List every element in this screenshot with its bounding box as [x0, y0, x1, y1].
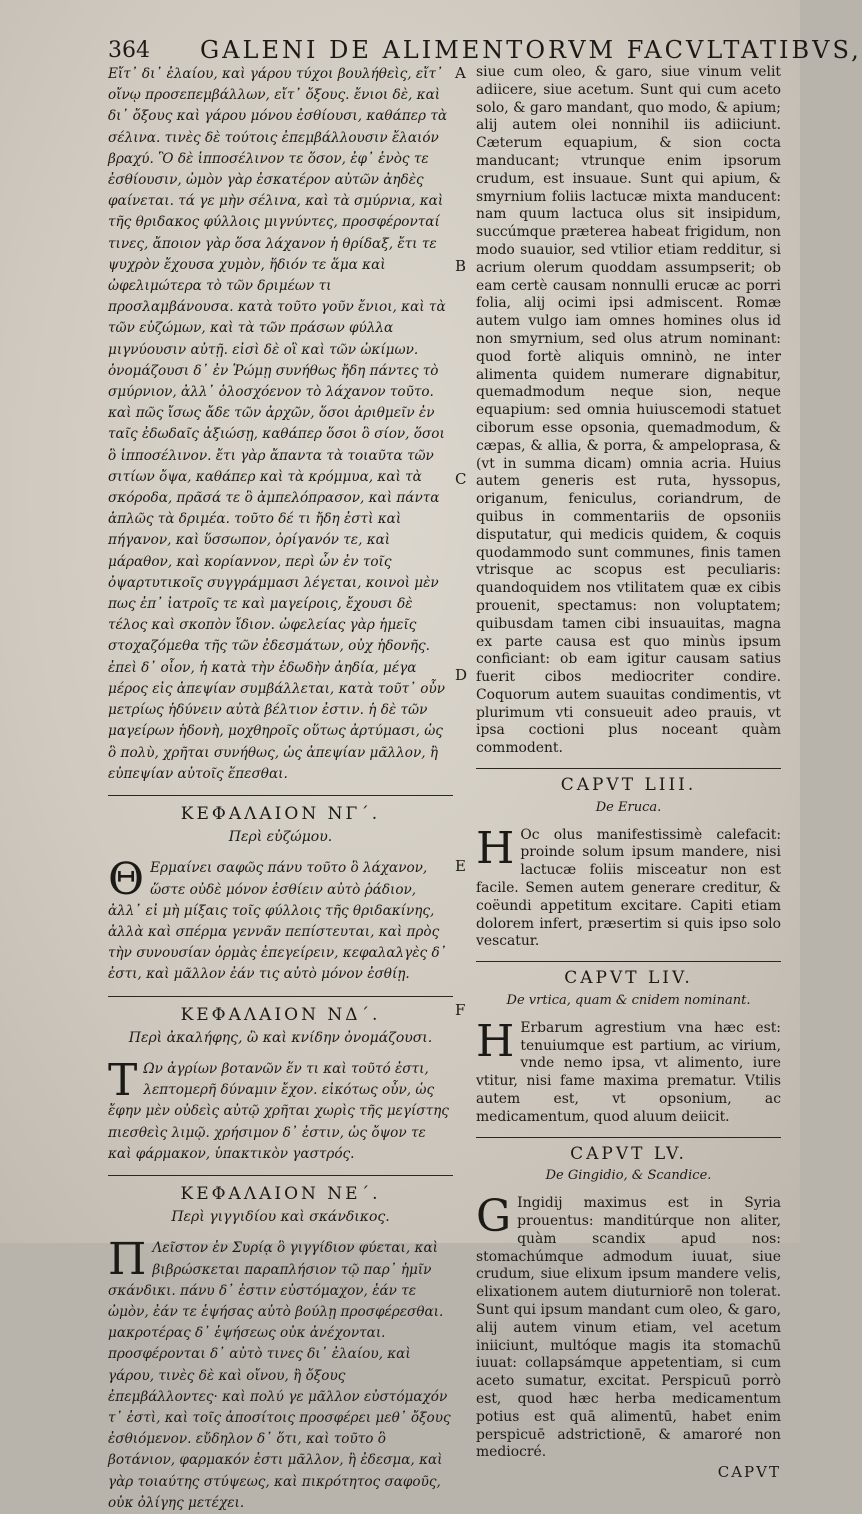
dropcap: G — [476, 1191, 512, 1243]
running-head: GALENI DE ALIMENTORVM FACVLTATIBVS, — [200, 36, 862, 64]
greek-chapter-54-heading: ΚΕΦΑΛΑΙΟΝ ΝΔ΄. — [180, 1004, 381, 1025]
section-rule — [108, 996, 453, 997]
latin-chapter-54-text — [476, 1015, 781, 1127]
dropcap: H — [476, 822, 515, 874]
dropcap: Π — [108, 1234, 147, 1286]
latin-chapter-55-subtitle: De Gingidio, & Scandice. — [545, 1168, 712, 1184]
latin-chapter-53-body: Oc olus manifestissimè calefacit: proinde solum ipsum mandere, nisi lactucæ foliis misceatur non est facile. Semen autem generare creditur, & coëundi appetitum excitare. Capiti etiam dolorem infert, præsertim si quis ipso solo vescatur. — [476, 826, 781, 950]
latin-chapter-55-text — [476, 1191, 781, 1462]
latin-chapter-55-body: Ingidij maximus est in Syria prouentus: manditúrque non aliter, quàm scandix apud nos: stomachúmque admodum iuuat, siue crudum, siue elixum ipsum mandere velis, elixationem autem diuturniorē non tolerat. Sunt qui ipsum mandant cum oleo, & garo, alij autem vinum etiam, vel acetum iniiciunt, multóque magis ita stomachū iuuat: collapsámque appetentiam, si cum aceto sumatur, excitat. Perspicuū porrò est, quod hæc herba medicamentum potius est quā alimentū, habet enim perspicuē adstrictionē, & amaroré non mediocré. — [476, 1195, 781, 1461]
margin-letter-a: A — [455, 64, 466, 82]
greek-chapter-54-subtitle: Περὶ ἀκαλήφης, ὣ καὶ κνίδην ὀνομάζουσι. — [128, 1029, 433, 1046]
latin-chapter-53-text — [476, 822, 781, 952]
margin-letters — [455, 0, 475, 1243]
margin-letter-c: C — [455, 470, 467, 488]
latin-chapter-54-subtitle: De vrtica, quam & cnidem nominant. — [506, 993, 751, 1009]
greek-chapter-55-text — [108, 1234, 453, 1514]
latin-chapter-53-subtitle: De Eruca. — [595, 799, 662, 815]
greek-chapter-55-heading: ΚΕΦΑΛΑΙΟΝ ΝΕ΄. — [180, 1183, 381, 1204]
greek-chapter-53-subtitle: Περὶ εὐζώμου. — [228, 829, 333, 846]
section-rule — [108, 1175, 453, 1176]
margin-letter-b: B — [455, 257, 467, 275]
greek-chapter-53-body: Ερμαίνει σαφῶς πάνυ τοῦτο ὃ λάχανον, ὥστε οὐδὲ μόνον ἐσθίειν αὐτὸ ῥάδιον, ἀλλ᾽ εἰ μὴ μίξαις τοῖς φύλλοις τῆς θριδακίνης, ἀλλὰ καὶ σπέρμα γεννᾶν πεπίστευται, καὶ πρὸς τὴν συνουσίαν ὁρμὰς ἐπεγείρειν, κεφαλαλγὲς δ᾽ ἐστι, καὶ μᾶλλον ἐάν τις αὐτὸ μόνον ἐσθίῃ. — [108, 860, 447, 983]
latin-intro-text: siue cum oleo, & garo, siue vinum velit adiicere, siue acetum. Sunt qui cum aceto solo, & garo mandant, quo modo, & apium; alij autem olei nonnihil iis adiiciunt. Cæterum equapium, & sion cocta manducant; vtrunque enim ipsorum crudum, est insuaue. Sunt qui apium, & smyrnium foliis lactucæ mixta manducent: nam quum lactuca olus sit insipidum, succúmque præterea habeat frigidum, non modo suauior, sed vtilior etiam redditur, si acrium olerum quoddam assumpserit; ob eam certè causam nonnulli erucæ ac porri folia, alij ocimi ipsi admiscent. Romæ autem vulgo iam omnes homines olus id non smyrnium, sed olus atrum nominant: quod fortè aliquis omninò, ne inter alimenta quidem numerare dignabitur, quemadmodum neque sion, neque equapium: sed omnia huiuscemodi statuet ciborum esse opsonia, quemadmodum, & cæpas, & allia, & porra, & ampeloprasa, & (vt in summa dicam) omnia acria. Huius autem generis est ruta, hyssopus, origanum, feniculus, coriandrum, de quibus in commentariis de opsoniis disputatur, qui medicis quidem, & coquis quodammodo sunt communes, finis tamen vtrisque ac scopus est peculiaris: quandoquidem nos vtilitatem quæ ex cibis prouenit, spectamus: non voluptatem; quibusdam tamen cibi insuauitas, magna ex parte causa est quo minùs ipsum conficiant: ob eam igitur causam satius fuerit cibos mediocriter condire. Coquorum autem suauitas condimentis, vt plurimum vti consueuit adeo prauis, vt ipsa coctioni plus noceant quàm commodent. — [476, 64, 781, 757]
section-rule — [476, 768, 781, 769]
page-number: 364 — [108, 38, 150, 63]
latin-chapter-53-heading: CAPVT LIII. — [560, 775, 697, 796]
greek-chapter-54-body: Ων ἀγρίων βοτανῶν ἕν τι καὶ τοῦτό ἐστι, λεπτομερῆ δύναμιν ἔχον. εἰκότως οὖν, ὡς ἔφην μὲν οὐδεὶς αὐτῷ χρῆται χωρὶς τῆς μεγίστης πιεσθεὶς λιμῷ. χρήσιμον δ᾽ ἐστιν, ὡς ὄψον τε καὶ φάρμακον, ὑπακτικὸν γαστρός. — [108, 1060, 449, 1162]
section-rule — [476, 961, 781, 962]
margin-letter-e: E — [455, 857, 466, 875]
greek-column — [108, 64, 453, 1514]
margin-letter-f: F — [455, 1001, 466, 1019]
latin-chapter-54-body: Erbarum agrestium vna hæc est: tenuiumque est partium, ac virium, vnde nemo ipsa, vt alimento, iure vtitur, nisi fame maxima prematur. Vtilis autem est, vt opsonium, ac medicamentum, quod aluum deiicit. — [476, 1019, 781, 1125]
latin-chapter-55-heading: CAPVT LV. — [570, 1143, 687, 1164]
margin-letter-d: D — [455, 666, 468, 684]
greek-chapter-55-body: Λεῖστον ἐν Συρίᾳ ὃ γιγγίδιον φύεται, καὶ βιβρώσκεται παραπλήσιον τῷ παρ᾽ ἡμῖν σκάνδικι. πάνυ δ᾽ ἐστιν εὐστόμαχον, ἐάν τε ὠμὸν, ἐάν τε ἑψήσας αὐτὸ βούλῃ προσφέρεσθαι. μακροτέρας δ᾽ ἑψήσεως οὐκ ἀνέχονται. προσφέρονται δ᾽ αὐτὸ τινες δι᾽ ἐλαίου, καὶ γάρου, τινὲς δὲ καὶ οἴνου, ἢ ὄξους ἐπεμβάλλοντες· καὶ πολύ γε μᾶλλον εὐστόμαχόν τ᾽ ἐστὶ, καὶ τοῖς ἀποσίτοις προσφέρει μεθ᾽ ὄξους ἐσθιόμενον. εὔδηλον δ᾽ ὅτι, καὶ τοῦτο ὃ βοτάνιον, φαρμακόν ἐστι μᾶλλον, ἢ ἐδεσμα, καὶ γὰρ τοιαύτης στύψεως, καὶ πικρότητος σαφοῦς, οὐκ ὀλίγης μετέχει. — [108, 1240, 451, 1511]
greek-intro-text: Εἴτ᾽ δι᾽ ἐλαίου, καὶ γάρου τύχοι βουλήθεὶς, εἴτ᾽ οἴνῳ προσεπεμβάλλων, εἴτ᾽ ὄξους. ἔνιοι δὲ, καὶ δι᾽ ὄξους καὶ γάρου μόνου ἐσθίουσι, καθάπερ τὰ σέλινα. τινὲς δὲ τούτοις ἐπεμβάλλουσιν ἔλαιόν βραχύ. Ὃ δὲ ἱπποσέλινον τε ὅσον, ἐφ᾽ ἑνὸς τε ἐσθίουσιν, ὠμὸν γὰρ ἐσκατέρον αὐτῶν ἀηδὲς φαίνεται. τά γε μὴν σέλινα, καὶ τὰ σμύρνια, καὶ τῆς θριδακος φύλλοις μιγνύντες, προσφέρονταί τινες, ἄποιον γὰρ ὅσα λάχανον ἡ θρίδαξ, ἔτι τε ψυχρὸν ἔχουσα χυμὸν, ἥδιόν τε ἅμα καὶ ὠφελιμώτερα τὸ τῶν δριμέων τι προσλαμβάνουσα. κατὰ τοῦτο γοῦν ἔνιοι, καὶ τὰ τῶν εὐζώμων, καὶ τὰ τῶν πράσων φύλλα μιγνύουσιν αὐτῇ. εἰσὶ δὲ οἳ καὶ τῶν ὠκίμων. ὀνομάζουσι δ᾽ ἐν Ῥώμῃ συνήθως ἤδη πάντες τὸ σμύρνιον, ἀλλ᾽ ὁλοσχόενον τὸ λάχανον τοῦτο. καὶ πῶς ἴσως ἄδε τῶν ἀρχῶν, ὅσοι ἀριθμεῖν ἐν ταῖς ἐδωδαῖς ἀξιώσῃ, καθάπερ ὅσοι ὃ σίον, ὅσοι ὃ ἱπποσέλινον. ἔτι γὰρ ἄπαντα τὰ τοιαῦτα τῶν σιτίων ὄψα, καθάπερ καὶ τὰ κρόμμυα, καὶ τὰ σκόροδα, πρᾶσά τε ὃ ἀμπελόπρασον, καὶ πάντα ἁπλῶς τὰ δριμέα. τοῦτο δέ τι ἤδη ἐστὶ καὶ πήγανον, καὶ ὕσσωπον, ὀρίγανόν τε, καὶ μάραθον, καὶ κορίαννον, περὶ ὧν ἐν τοῖς ὀψαρτυτικοῖς συγγράμμασι λέγεται, κοινοὶ μὲν πως ἐπ᾽ ἰατροῖς τε καὶ μαγείροις, ἔχουσι δὲ τέλος καὶ σκοπὸν ἴδιον. ὠφελείας γὰρ ἡμεῖς στοχαζόμεθα τῆς τῶν ἐδεσμάτων, οὐχ ἡδονῆς. ἐπεὶ δ᾽ οἷον, ἡ κατὰ τὴν ἐδωδὴν ἀηδία, μέγα μέρος εἰς ἀπεψίαν συμβάλλεται, κατὰ τοῦτ᾽ οὖν μετρίως ἡδύνειν αὐτὰ βέλτιον ἐστιν. ἡ δὲ τῶν μαγείρων ἡδονὴ, μοχθηροῖς οὕτως ἀρτύμασι, ὡς ὃ πολὺ, χρῆται συνήθως, ὡς ἀπεψίαν μᾶλλον, ἢ εὐπεψίαν αὐτοῖς ἕπεσθαι. — [108, 66, 448, 782]
greek-chapter-54-text — [108, 1054, 453, 1165]
section-rule — [476, 1137, 781, 1138]
dropcap: H — [476, 1015, 515, 1067]
dropcap: Τ — [108, 1054, 138, 1106]
greek-chapter-53-heading: ΚΕΦΑΛΑΙΟΝ ΝΓ΄. — [180, 803, 381, 824]
latin-column — [476, 64, 781, 1482]
dropcap: Θ — [108, 854, 145, 906]
greek-chapter-55-subtitle: Περὶ γιγγιδίου καὶ σκάνδικος. — [171, 1209, 390, 1226]
section-rule — [108, 795, 453, 796]
greek-chapter-53-text — [108, 854, 453, 985]
catchword: CAPVT — [717, 1463, 781, 1482]
latin-chapter-54-heading: CAPVT LIV. — [564, 968, 693, 989]
